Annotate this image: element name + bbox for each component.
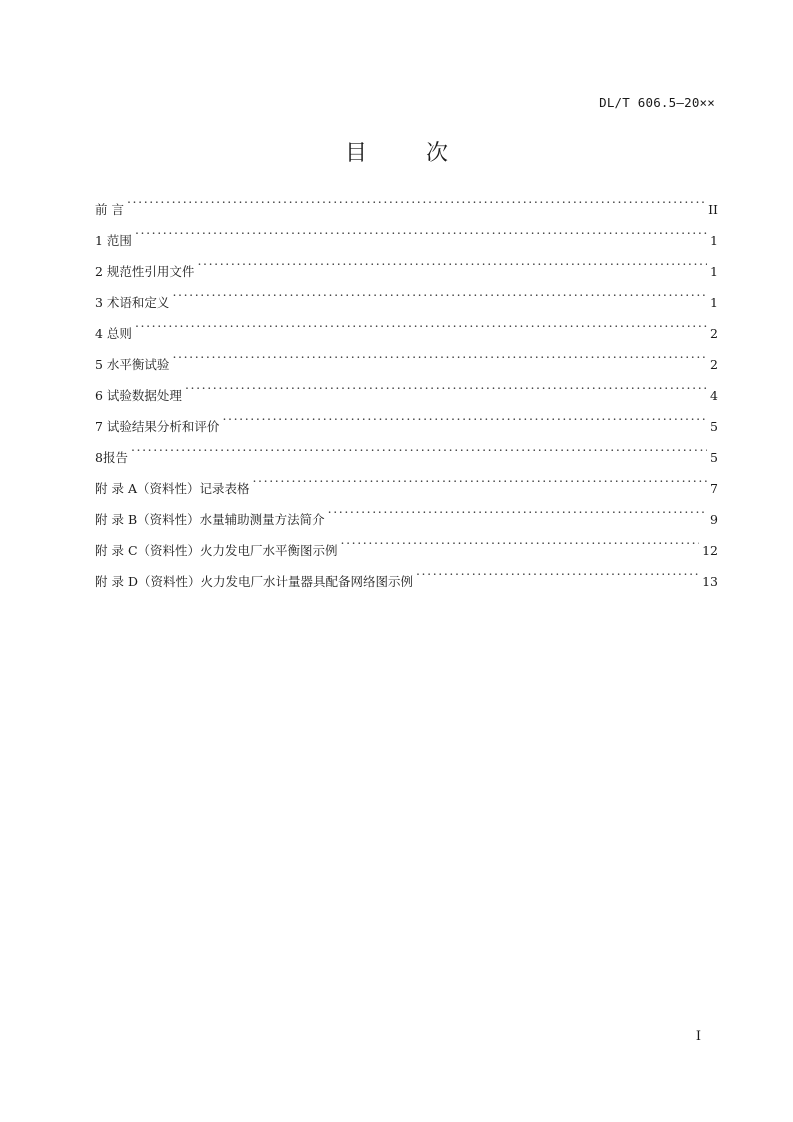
- toc-dot-leader: [127, 183, 705, 214]
- toc-dot-leader: [135, 214, 707, 245]
- toc-entry-label: 前 言: [95, 202, 124, 217]
- toc-dot-leader: [222, 400, 707, 431]
- toc-dot-leader: [172, 338, 707, 369]
- toc-entry-page: 2: [710, 326, 718, 341]
- toc-entry-page: 4: [710, 388, 718, 403]
- toc-entry-page: 1: [710, 264, 718, 279]
- page-title: 目 次: [345, 141, 474, 166]
- toc-entry-label: 4 总则: [95, 326, 132, 341]
- toc-entry-appendix-a[interactable]: [95, 462, 718, 496]
- toc-dot-leader: [185, 369, 707, 400]
- toc-entry-label: 1 范围: [95, 233, 132, 248]
- toc-entry-page: 5: [710, 419, 718, 434]
- toc-entry-page: II: [708, 202, 718, 217]
- toc-entry-page: 2: [710, 357, 718, 372]
- toc-entry-label: 2 规范性引用文件: [95, 264, 195, 279]
- toc-entry-page: 13: [702, 574, 718, 589]
- toc-entry-label: 3 术语和定义: [95, 295, 170, 310]
- toc-dot-leader: [197, 245, 707, 276]
- toc-entry-scope[interactable]: [95, 214, 718, 248]
- standard-code: DL/T 606.5—20××: [599, 95, 715, 110]
- toc-entry-preface[interactable]: [95, 183, 718, 217]
- toc-entry-page: 9: [710, 512, 718, 527]
- toc-entry-label: 8报告: [95, 450, 128, 465]
- toc-entry-result-analysis[interactable]: [95, 400, 718, 434]
- toc-entry-water-balance-test[interactable]: [95, 338, 718, 372]
- toc-dot-leader: [341, 524, 700, 555]
- toc-entry-label: 7 试验结果分析和评价: [95, 419, 220, 434]
- toc-entry-report[interactable]: [95, 431, 718, 465]
- toc-dot-leader: [328, 493, 707, 524]
- toc-dot-leader: [135, 307, 707, 338]
- toc-entry-label: 附 录 D（资料性）火力发电厂水计量器具配备网络图示例: [95, 574, 413, 589]
- toc-entry-page: 7: [710, 481, 718, 496]
- toc-entry-terms-definitions[interactable]: [95, 276, 718, 310]
- toc-entry-page: 5: [710, 450, 718, 465]
- toc-dot-leader: [172, 276, 707, 307]
- toc-entry-label: 附 录 A（资料性）记录表格: [95, 481, 250, 496]
- toc-entry-label: 附 录 B（资料性）水量辅助测量方法简介: [95, 512, 325, 527]
- toc-entry-label: 附 录 C（资料性）火力发电厂水平衡图示例: [95, 543, 338, 558]
- toc-entry-data-processing[interactable]: [95, 369, 718, 403]
- toc-entry-page: 12: [702, 543, 718, 558]
- toc-dot-leader: [252, 462, 707, 493]
- table-of-contents: [95, 183, 718, 589]
- toc-entry-page: 1: [710, 233, 718, 248]
- toc-entry-label: 6 试验数据处理: [95, 388, 182, 403]
- toc-dot-leader: [416, 555, 699, 586]
- toc-entry-label: 5 水平衡试验: [95, 357, 170, 372]
- toc-entry-general[interactable]: [95, 307, 718, 341]
- toc-entry-page: 1: [710, 295, 718, 310]
- toc-entry-normative-references[interactable]: [95, 245, 718, 279]
- toc-dot-leader: [131, 431, 707, 462]
- page-number: I: [695, 1029, 701, 1044]
